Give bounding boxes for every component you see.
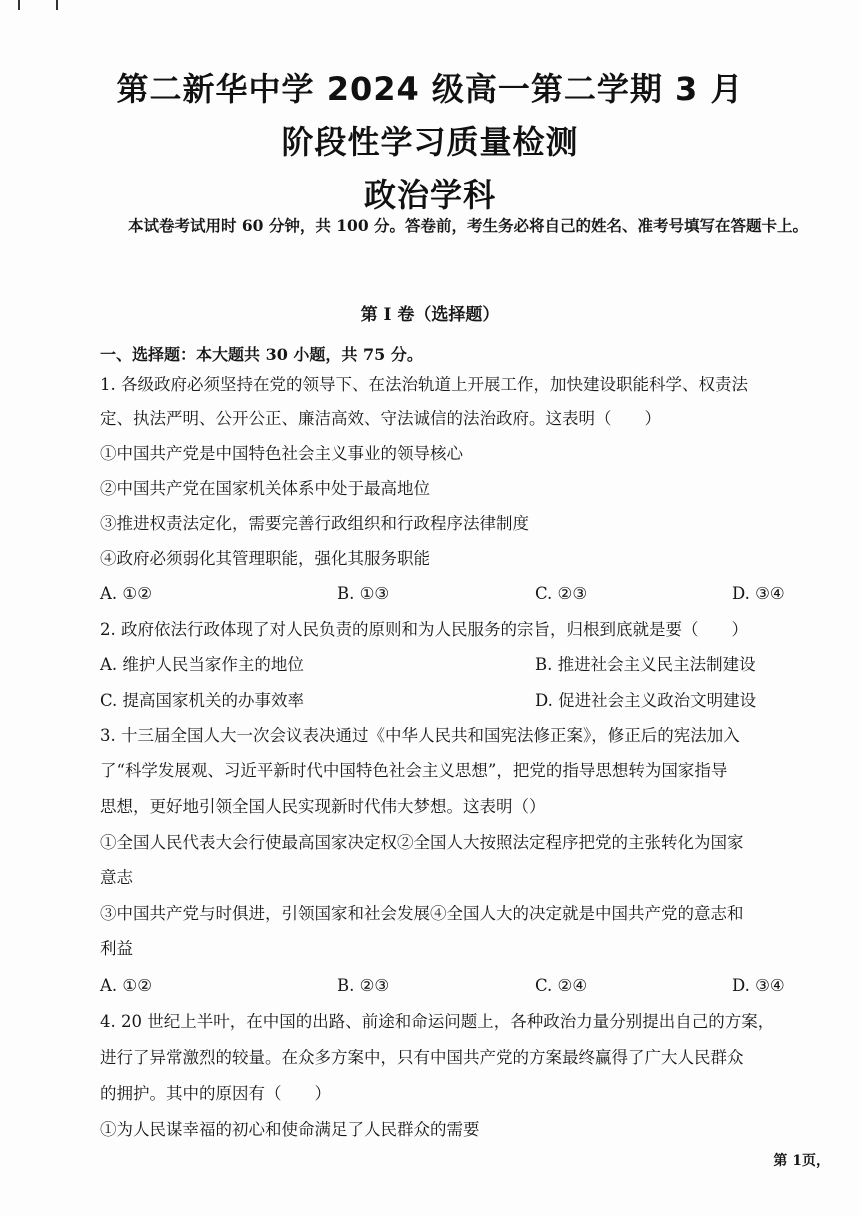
part-heading: 一、选择题：本大题共 30 小题，共 75 分。	[100, 345, 423, 364]
q1-option-c: C. ②③	[535, 584, 588, 603]
q1-statement-3: ③推进权责法定化，需要完善行政组织和行政程序法律制度	[100, 514, 529, 533]
q4-stem-line3: 的拥护。其中的原因有（ ）	[100, 1084, 331, 1103]
q4-statement-1: ①为人民谋幸福的初心和使命满足了人民群众的需要	[100, 1120, 480, 1139]
q3-option-d: D. ③④	[732, 976, 785, 995]
exam-subject-title: 政治学科	[363, 176, 496, 214]
exam-title-line2: 阶段性学习质量检测	[281, 123, 579, 161]
q1-option-d: D. ③④	[732, 584, 785, 603]
q3-statements-12-cont: 意志	[100, 868, 133, 887]
q1-statement-1: ①中国共产党是中国特色社会主义事业的领导核心	[100, 444, 463, 463]
q1-statement-2: ②中国共产党在国家机关体系中处于最高地位	[100, 479, 430, 498]
q4-stem-line2: 进行了异常激烈的较量。在众多方案中，只有中国共产党的方案最终赢得了广大人民群众	[100, 1048, 744, 1067]
q2-option-c: C. 提高国家机关的办事效率	[100, 691, 305, 710]
q2-option-a: A. 维护人民当家作主的地位	[100, 655, 304, 674]
q3-stem-line3: 思想，更好地引领全国人民实现新时代伟大梦想。这表明（）	[100, 797, 546, 816]
q3-option-c: C. ②④	[535, 976, 588, 995]
q2-option-b: B. 推进社会主义民主法制建设	[535, 655, 756, 674]
q3-statements-12: ①全国人民代表大会行使最高国家决定权②全国人大按照法定程序把党的主张转化为国家	[100, 833, 744, 852]
q1-stem-line2: 定、执法严明、公开公正、廉洁高效、守法诚信的法治政府。这表明（ ）	[100, 409, 661, 428]
corner-mark	[18, 0, 58, 10]
q1-stem-line1: 1. 各级政府必须坚持在党的领导下、在法治轨道上开展工作，加快建设职能科学、权责法	[100, 375, 748, 394]
q1-option-b: B. ①③	[337, 584, 390, 603]
q1-option-a: A. ①②	[100, 584, 152, 603]
section-title: 第 I 卷（选择题）	[360, 305, 500, 325]
q3-statements-34: ③中国共产党与时俱进，引领国家和社会发展④全国人大的决定就是中国共产党的意志和	[100, 904, 744, 923]
exam-title-line1: 第二新华中学 2024 级高一第二学期 3 月	[116, 70, 744, 108]
q3-stem-line2: 了“科学发展观、习近平新时代中国特色社会主义思想”，把党的指导思想转为国家指导	[100, 761, 728, 780]
q3-stem-line1: 3. 十三届全国人大一次会议表决通过《中华人民共和国宪法修正案》，修正后的宪法加入	[100, 726, 740, 745]
exam-instructions: 本试卷考试用时 60 分钟，共 100 分。答卷前，考生务必将自己的姓名、准考号填写在答题卡上。	[128, 216, 809, 235]
q3-statements-34-cont: 利益	[100, 939, 133, 958]
q3-option-a: A. ①②	[100, 976, 152, 995]
q3-option-b: B. ②③	[337, 976, 390, 995]
page-number: 第 1页，	[773, 1153, 830, 1169]
q2-stem: 2. 政府依法行政体现了对人民负责的原则和为人民服务的宗旨，归根到底就是要（ ）	[100, 620, 748, 639]
q4-stem-line1: 4. 20 世纪上半叶，在中国的出路、前途和命运问题上，各种政治力量分别提出自己的方案，	[100, 1012, 775, 1031]
q1-statement-4: ④政府必须弱化其管理职能，强化其服务职能	[100, 549, 430, 568]
q2-option-d: D. 促进社会主义政治文明建设	[535, 691, 757, 710]
